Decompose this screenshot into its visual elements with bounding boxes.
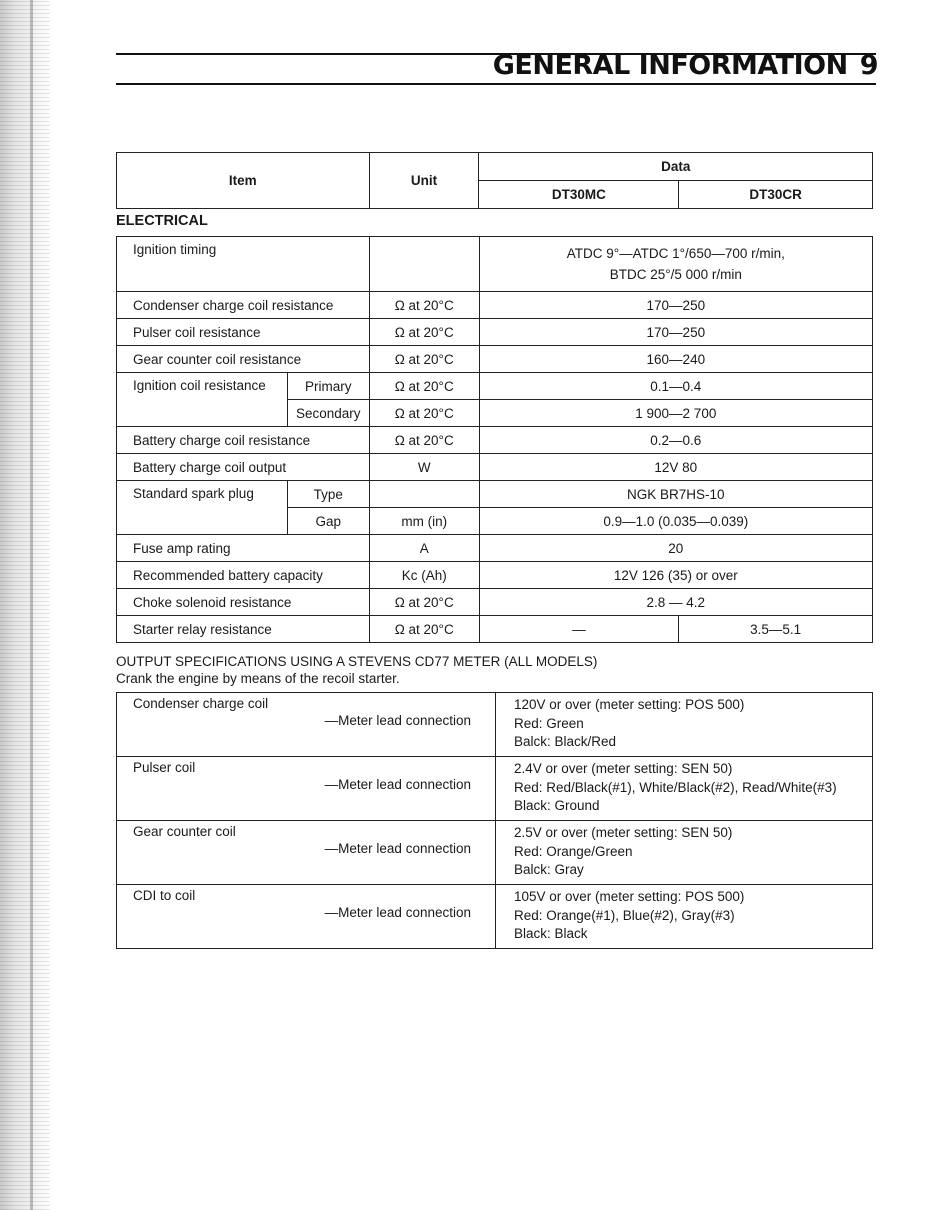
row-value: 170—250 (479, 319, 872, 346)
table-row (117, 292, 873, 319)
output-line: Red: Green (514, 715, 584, 731)
output-values (496, 821, 873, 885)
output-item (117, 885, 496, 949)
row-subitem: Gap (287, 508, 369, 535)
output-values (496, 885, 873, 949)
row-unit: Ω at 20°C (369, 346, 479, 373)
meter-lead-label: —Meter lead connection (324, 713, 471, 728)
row-value: 20 (479, 535, 872, 562)
row-item: Pulser coil resistance (117, 319, 370, 346)
output-item (117, 693, 496, 757)
output-line: Red: Orange/Green (514, 843, 633, 859)
header-model-dt30cr: DT30CR (679, 181, 873, 209)
table-row (117, 821, 873, 885)
table-row (117, 237, 873, 292)
page-title-text: GENERAL INFORMATION (492, 50, 848, 81)
row-unit (369, 481, 479, 508)
page-number: 9 (859, 50, 878, 81)
ignition-timing-line2: BTDC 25°/5 000 r/min (609, 267, 742, 282)
binding-edge-shadow (0, 0, 50, 1210)
table-row (117, 757, 873, 821)
output-line: 2.4V or over (meter setting: SEN 50) (514, 761, 733, 776)
table-row (117, 454, 873, 481)
row-value: 170—250 (479, 292, 872, 319)
row-unit: Ω at 20°C (369, 400, 479, 427)
row-value: 0.9—1.0 (0.035—0.039) (479, 508, 872, 535)
output-line: Black: Black (514, 926, 588, 941)
table-row (117, 373, 873, 400)
output-item-label: Gear counter coil (133, 824, 236, 839)
output-spec-subtitle: Crank the engine by means of the recoil starter. (116, 671, 400, 686)
header-rule-bottom (116, 83, 876, 85)
output-values (496, 757, 873, 821)
row-item: Battery charge coil output (117, 454, 370, 481)
output-item-label: CDI to coil (133, 888, 196, 903)
output-item (117, 821, 496, 885)
output-line: Balck: Black/Red (514, 734, 617, 749)
meter-lead-label: —Meter lead connection (324, 777, 471, 792)
section-label-electrical: ELECTRICAL (116, 213, 208, 229)
row-value: 12V 126 (35) or over (479, 562, 872, 589)
row-unit: A (369, 535, 479, 562)
row-unit: Ω at 20°C (369, 373, 479, 400)
table-row (117, 481, 873, 508)
output-line: Red: Orange(#1), Blue(#2), Gray(#3) (514, 907, 735, 923)
meter-lead-label: —Meter lead connection (324, 905, 471, 920)
row-item: Condenser charge coil resistance (117, 292, 370, 319)
row-value: 0.1—0.4 (479, 373, 872, 400)
row-unit: Ω at 20°C (369, 319, 479, 346)
electrical-table (116, 236, 873, 643)
row-item: Starter relay resistance (117, 616, 370, 643)
table-row (117, 319, 873, 346)
table-row (117, 346, 873, 373)
table-row (117, 616, 873, 643)
output-values (496, 693, 873, 757)
output-line: 120V or over (meter setting: POS 500) (514, 697, 745, 712)
header-unit: Unit (369, 153, 479, 209)
output-line: Balck: Gray (514, 862, 584, 877)
table-row (117, 562, 873, 589)
row-subitem: Primary (287, 373, 369, 400)
row-unit (369, 237, 479, 292)
row-item: Fuse amp rating (117, 535, 370, 562)
row-item: Choke solenoid resistance (117, 589, 370, 616)
table-row (117, 885, 873, 949)
table-row (117, 589, 873, 616)
row-value: 0.2—0.6 (479, 427, 872, 454)
header-model-dt30mc: DT30MC (479, 181, 679, 209)
row-unit: mm (in) (369, 508, 479, 535)
row-unit: W (369, 454, 479, 481)
row-value: NGK BR7HS-10 (479, 481, 872, 508)
row-value: 160—240 (479, 346, 872, 373)
row-value: 2.8 — 4.2 (479, 589, 872, 616)
header-data: Data (479, 153, 873, 181)
ignition-timing-line1: ATDC 9°—ATDC 1°/650—700 r/min, (566, 246, 785, 261)
row-value (479, 237, 872, 292)
row-value: 12V 80 (479, 454, 872, 481)
row-item: Ignition coil resistance (117, 373, 288, 427)
output-item (117, 757, 496, 821)
row-value-dt30cr: 3.5—5.1 (679, 616, 873, 643)
binding-strip (30, 0, 33, 1210)
row-unit: Kc (Ah) (369, 562, 479, 589)
row-subitem: Type (287, 481, 369, 508)
row-unit: Ω at 20°C (369, 589, 479, 616)
output-line: 2.5V or over (meter setting: SEN 50) (514, 825, 733, 840)
row-item: Battery charge coil resistance (117, 427, 370, 454)
table-row (117, 427, 873, 454)
row-subitem: Secondary (287, 400, 369, 427)
spec-header-table (116, 152, 873, 209)
header-item: Item (117, 153, 370, 209)
row-value: 1 900—2 700 (479, 400, 872, 427)
row-item: Ignition timing (117, 237, 370, 292)
output-line: 105V or over (meter setting: POS 500) (514, 889, 745, 904)
table-row (117, 693, 873, 757)
row-item: Gear counter coil resistance (117, 346, 370, 373)
output-item-label: Pulser coil (133, 760, 196, 775)
output-spec-title: OUTPUT SPECIFICATIONS USING A STEVENS CD77 METER (ALL MODELS) (116, 654, 598, 669)
output-item-label: Condenser charge coil (133, 696, 269, 711)
table-row (117, 535, 873, 562)
meter-lead-label: —Meter lead connection (324, 841, 471, 856)
row-item: Recommended battery capacity (117, 562, 370, 589)
page-title (493, 50, 878, 81)
row-unit: Ω at 20°C (369, 292, 479, 319)
output-spec-table (116, 692, 873, 949)
row-unit: Ω at 20°C (369, 616, 479, 643)
output-line: Black: Ground (514, 798, 600, 813)
row-value-dt30mc: — (479, 616, 679, 643)
output-line: Red: Red/Black(#1), White/Black(#2), Read/White(#3) (514, 779, 837, 795)
row-unit: Ω at 20°C (369, 427, 479, 454)
row-item: Standard spark plug (117, 481, 288, 535)
